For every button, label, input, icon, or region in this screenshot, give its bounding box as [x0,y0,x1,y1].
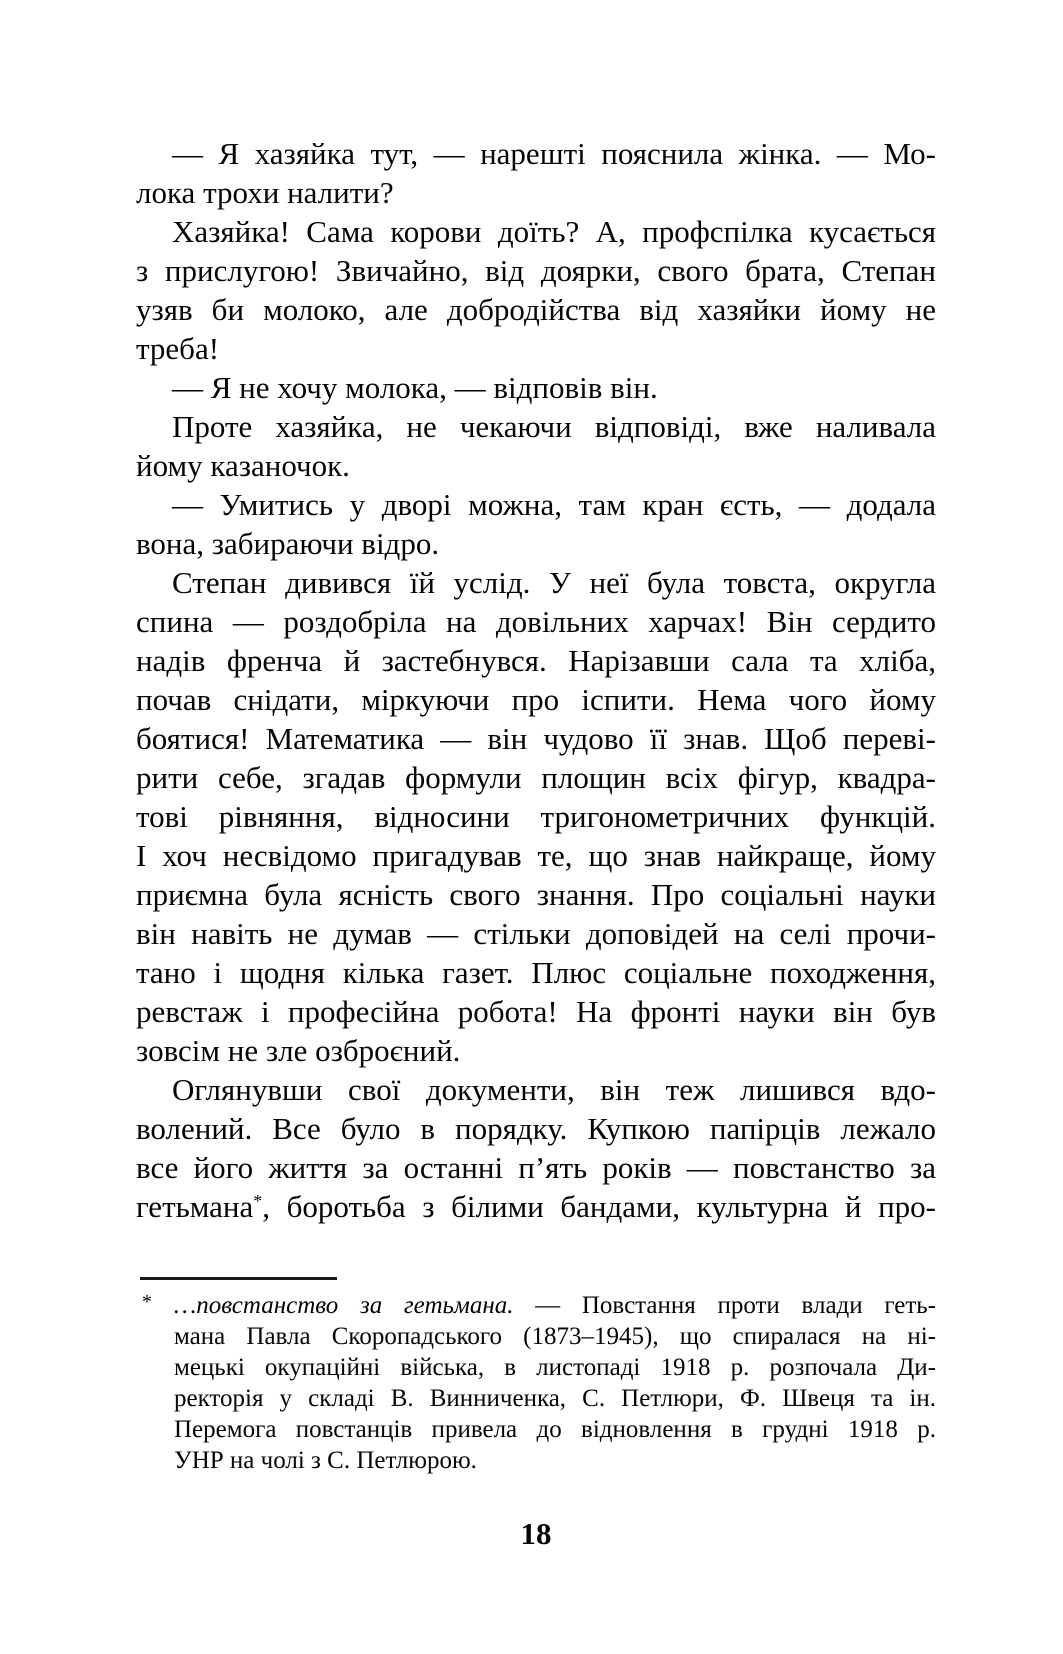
body-text-line: все його життя за останні п’ять років — повстанство за [136,1150,936,1185]
body-text-line: Степан дивився їй услід. У неї була товста, округла [172,565,936,600]
body-text-line: йому казаночок. [136,448,350,483]
body-text-line: вона, забираючи відро. [136,526,440,561]
footnote-body [136,1290,936,1476]
body-text-line: приємна була ясність свого знання. Про соціальні науки [136,877,936,912]
text-segment: , боротьба з білими бандами, культурна й про- [262,1189,936,1224]
body-text-line: — Умитись у дворі можна, там кран єсть, — додала [172,487,936,522]
body-text-line: тано і щодня кілька газет. Плюс соціальне походження, [136,955,936,990]
body-text-line: І хоч несвідомо пригадував те, що знав найкраще, йому [136,838,936,873]
text-segment: гетьмана [136,1189,254,1224]
body-text-line: — Я хазяйка тут, — нарешті пояснила жінка. — Мо- [172,136,936,171]
body-text-line: Проте хазяйка, не чекаючи відповіді, вже наливала [172,409,936,444]
footnote-text-line: мана Павла Скоропадського (1873–1945), що спиралася на ні- [174,1323,936,1350]
body-text-line: треба! [136,331,220,366]
body-text-line: лока трохи налити? [136,175,394,210]
footnote-section [136,1277,936,1476]
body-text-line: рити себе, згадав формули площин всіх фігур, квадра- [136,760,936,795]
body-text-block [136,134,936,1226]
footnote-separator-rule [140,1277,337,1280]
body-text-line: зовсім не зле озброєний. [136,1033,461,1068]
body-text-line: з прислугою! Звичайно, від доярки, свого брата, Степан [136,253,936,288]
body-text-line: волений. Все було в порядку. Купкою папірців лежало [136,1111,936,1146]
body-text-line: почав снідати, міркуючи про іспити. Нема чого йому [136,682,936,717]
body-text-line: — Я не хочу молока, — відповів він. [172,370,658,405]
body-text-line [136,1187,936,1226]
footnote-marker: * [142,1291,152,1313]
footnote-text-line: мецькі окупаційні війська, в листопаді 1918 р. розпочала Ди- [174,1354,936,1381]
text-segment: — Повстання проти влади геть- [513,1292,936,1319]
footnote-text-line: ректорія у складі В. Винниченка, С. Петлюри, Ф. Швеця та ін. [174,1385,936,1412]
body-text-line: боятися! Математика — він чудово її знав. Щоб переві- [136,721,936,756]
text-segment-superscript: * [253,1191,263,1212]
body-text-line: ревстаж і професійна робота! На фронті науки він був [136,994,936,1029]
body-text-line: він навіть не думав — стільки доповідей на селі прочи- [136,916,936,951]
body-text-line: Хазяйка! Сама корови доїть? А, профспілка кусається [172,214,936,249]
body-text-line: Оглянувши свої документи, він теж лишився вдо- [172,1072,936,1107]
body-text-line: спина — роздобріла на довільних харчах! Він сердито [136,604,936,639]
page-number: 18 [520,1516,552,1551]
body-text-line: узяв би молоко, але добродійства від хазяйки йому не [136,292,936,327]
footnote-text-line: Перемога повстанців привела до відновлення в грудні 1918 р. [174,1416,936,1443]
footnote-text-line: УНР на чолі з С. Петлюрою. [174,1447,477,1474]
body-text-line: надів френча й застебнувся. Нарізавши сала та хліба, [136,643,936,678]
text-segment-italic: …повстанство за гетьмана. [174,1292,514,1319]
footnote-text-line [174,1290,936,1321]
body-text-line: тові рівняння, відносини тригонометричних функцій. [136,799,936,834]
